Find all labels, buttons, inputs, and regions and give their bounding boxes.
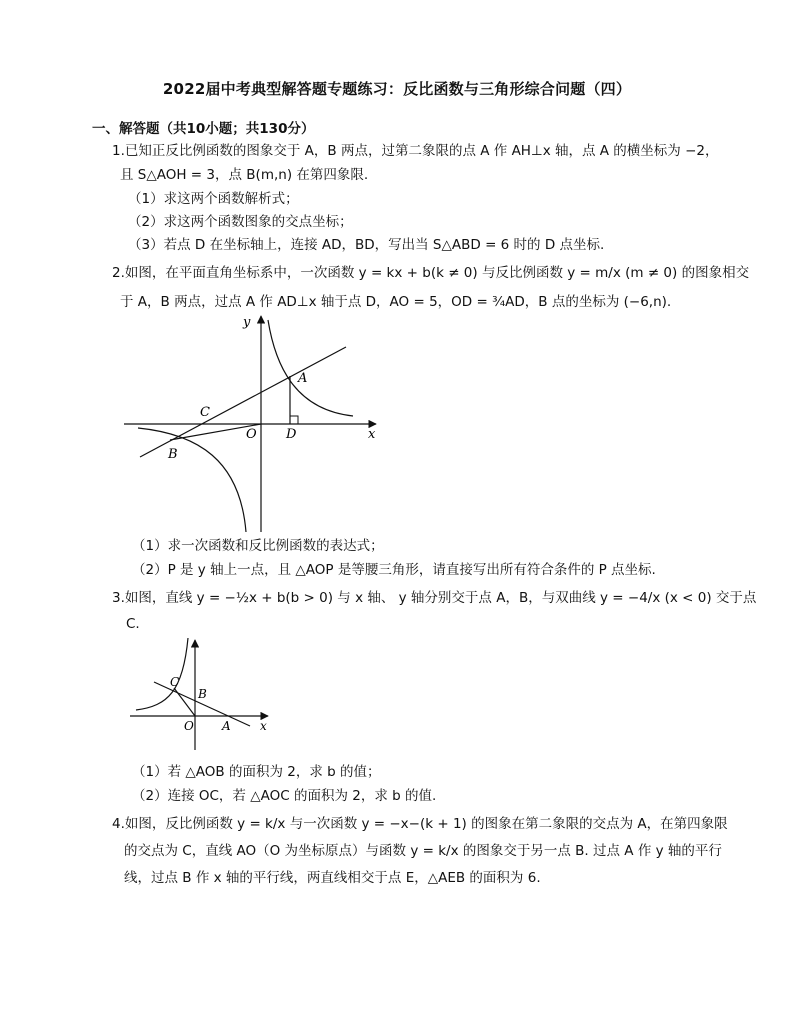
q3-label-o: O <box>184 719 194 733</box>
q1-line2: 且 S△AOH = 3，点 B(m,n) 在第四象限. <box>120 167 369 183</box>
q3-line2: C. <box>126 616 140 632</box>
q1-sub1: （1）求这两个函数解析式； <box>128 191 299 207</box>
q2-right-angle-mark <box>290 416 298 424</box>
q3-hyperbola <box>136 638 188 710</box>
q2-label-c: C <box>200 405 210 420</box>
q3-figure <box>128 636 273 754</box>
q3-label-c: C <box>170 675 180 689</box>
q2-label-y: y <box>243 315 251 330</box>
q2-hyperbola-left <box>138 428 246 532</box>
q3-segment-oc <box>174 688 195 716</box>
q4-line2: 的交点为 C，直线 AO（O 为坐标原点）与函数 y = k/x 的图象交于另一点 B. 过点 A 作 y 轴的平行 <box>124 843 722 859</box>
q3-sub1: （1）若 △AOB 的面积为 2，求 b 的值； <box>132 764 381 780</box>
q2-line-ab <box>140 347 346 457</box>
q2-label-a: A <box>298 371 308 386</box>
q2-figure <box>118 310 388 535</box>
q2-line2: 于 A，B 两点，过点 A 作 AD⊥x 轴于点 D，AO = 5，OD = ¾AD，B 点的坐标为 (−6,n). <box>120 294 672 310</box>
q3-label-b: B <box>198 687 207 701</box>
q1-sub2: （2）求这两个函数图象的交点坐标； <box>128 214 353 230</box>
q2-label-b: B <box>168 447 178 462</box>
q4-line3: 线，过点 B 作 x 轴的平行线，两直线相交于点 E，△AEB 的面积为 6. <box>124 870 541 886</box>
q2-line1: 2.如图，在平面直角坐标系中，一次函数 y = kx + b(k ≠ 0) 与反比例函数 y = m/x (m ≠ 0) 的图象相交 <box>112 265 750 281</box>
q3-line1: 3.如图，直线 y = −½x + b(b > 0) 与 x 轴、 y 轴分别交于点 A，B，与双曲线 y = −4/x (x < 0) 交于点 <box>112 590 757 606</box>
q4-line1: 4.如图，反比例函数 y = k/x 与一次函数 y = −x−(k + 1) 的图象在第二象限的交点为 A，在第四象限 <box>112 816 728 832</box>
q3-sub2: （2）连接 OC，若 △AOC 的面积为 2，求 b 的值. <box>132 788 437 804</box>
q1-sub3: （3）若点 D 在坐标轴上，连接 AD，BD，写出当 S△ABD = 6 时的 D 点坐标. <box>128 237 605 253</box>
q1-line1: 1.已知正反比例函数的图象交于 A，B 两点，过第二象限的点 A 作 AH⊥x 轴，点 A 的横坐标为 −2， <box>112 143 719 159</box>
q2-hyperbola-right <box>268 320 353 416</box>
q2-label-d: D <box>286 427 297 442</box>
section-heading: 一、解答题（共10小题；共130分） <box>92 121 315 137</box>
q2-sub2: （2）P 是 y 轴上一点，且 △AOP 是等腰三角形，请直接写出所有符合条件的 P 点坐标. <box>132 562 656 578</box>
q3-label-x: x <box>260 719 267 733</box>
page-title: 2022届中考典型解答题专题练习：反比函数与三角形综合问题（四） <box>162 80 632 98</box>
q3-label-a: A <box>222 719 231 733</box>
q2-sub1: （1）求一次函数和反比例函数的表达式； <box>132 538 384 554</box>
q2-label-x: x <box>368 427 376 442</box>
q2-label-o: O <box>246 427 257 442</box>
